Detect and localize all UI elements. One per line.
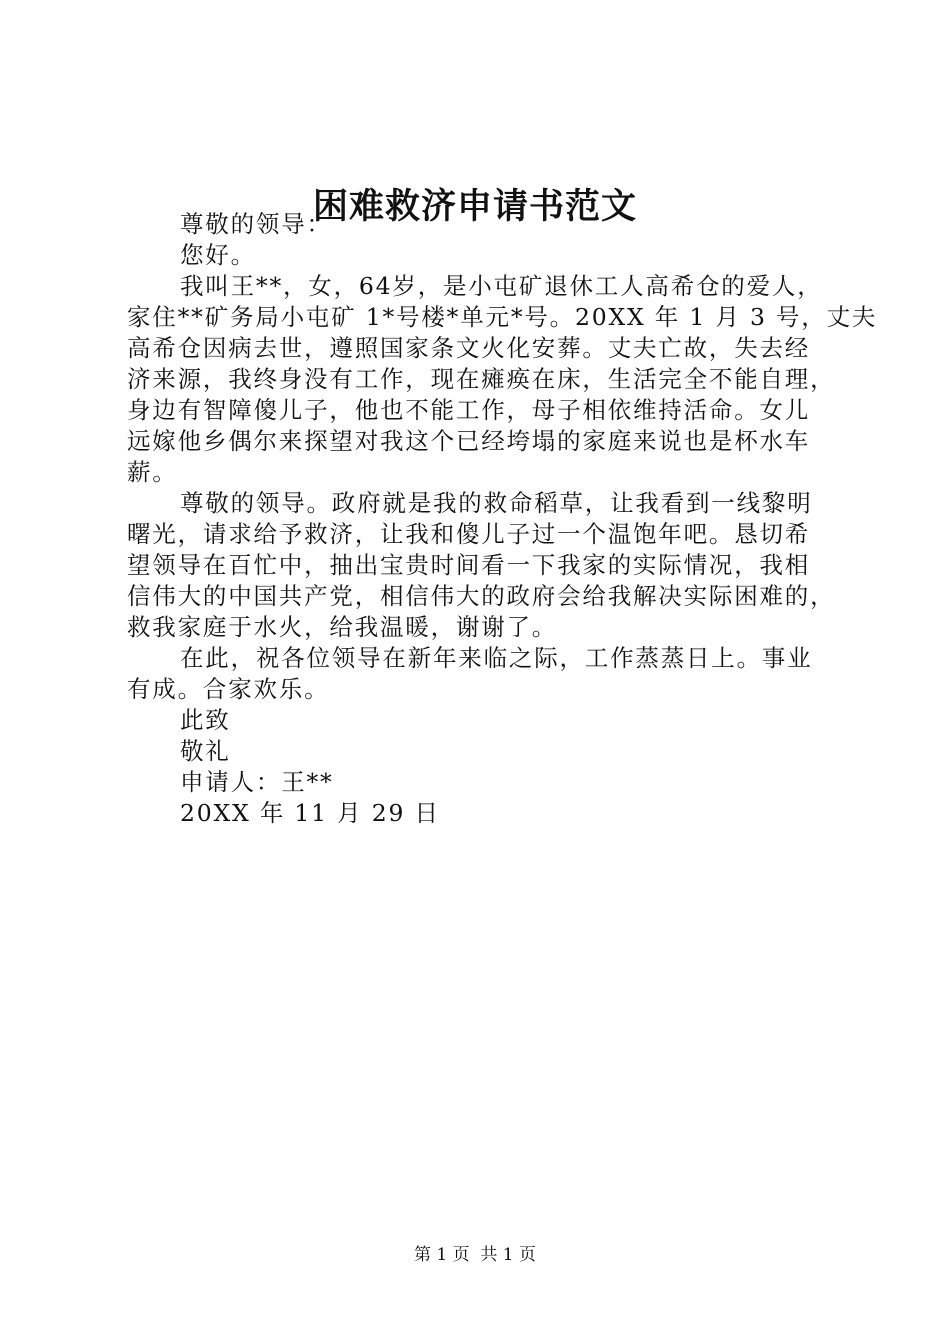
closing-line-2: 敬礼 xyxy=(180,737,231,765)
closing-line-1: 此致 xyxy=(180,706,231,734)
paragraph-line: 我叫王**，女，64岁，是小屯矿退休工人高希仓的爱人， xyxy=(180,272,823,300)
paragraph-line: 家住**矿务局小屯矿 1*号楼*单元*号。20XX 年 1 月 3 号，丈夫 xyxy=(127,303,878,331)
paragraph-line: 济来源，我终身没有工作，现在瘫痪在床，生活完全不能自理， xyxy=(127,365,836,393)
salutation: 尊敬的领导： xyxy=(180,210,332,238)
paragraph-line: 身边有智障傻儿子，他也不能工作，母子相依维持活命。女儿 xyxy=(127,396,811,424)
paragraph-line: 薪。 xyxy=(127,458,178,486)
paragraph-line: 高希仓因病去世，遵照国家条文火化安葬。丈夫亡故，失去经 xyxy=(127,334,811,362)
paragraph-line: 在此，祝各位领导在新年来临之际，工作蒸蒸日上。事业 xyxy=(180,644,813,672)
document-date: 20XX 年 11 月 29 日 xyxy=(180,799,440,827)
paragraph-2 xyxy=(127,488,837,643)
paragraph-line: 曙光，请求给予救济，让我和傻儿子过一个温饱年吧。恳切希 xyxy=(127,520,811,548)
paragraph-line: 远嫁他乡偶尔来探望对我这个已经垮塌的家庭来说也是杯水车 xyxy=(127,427,811,455)
page-number: 第 1 页 共 1 页 xyxy=(413,1245,537,1265)
paragraph-line: 望领导在百忙中，抽出宝贵时间看一下我家的实际情况，我相 xyxy=(127,551,811,579)
page-footer xyxy=(0,1243,950,1267)
document-body xyxy=(127,209,878,829)
paragraph-line: 尊敬的领导。政府就是我的救命稻草，让我看到一线黎明 xyxy=(180,489,813,517)
greeting: 您好。 xyxy=(180,241,256,269)
paragraph-3 xyxy=(127,643,837,705)
paragraph-1 xyxy=(127,271,878,488)
paragraph-line: 有成。合家欢乐。 xyxy=(127,675,330,703)
paragraph-line: 救我家庭于水火，给我温暖，谢谢了。 xyxy=(127,613,558,641)
document-title: 困难救济申请书范文 xyxy=(312,186,637,227)
applicant-signature: 申请人：王** xyxy=(180,768,334,796)
paragraph-line: 信伟大的中国共产党，相信伟大的政府会给我解决实际困难的， xyxy=(127,582,836,610)
